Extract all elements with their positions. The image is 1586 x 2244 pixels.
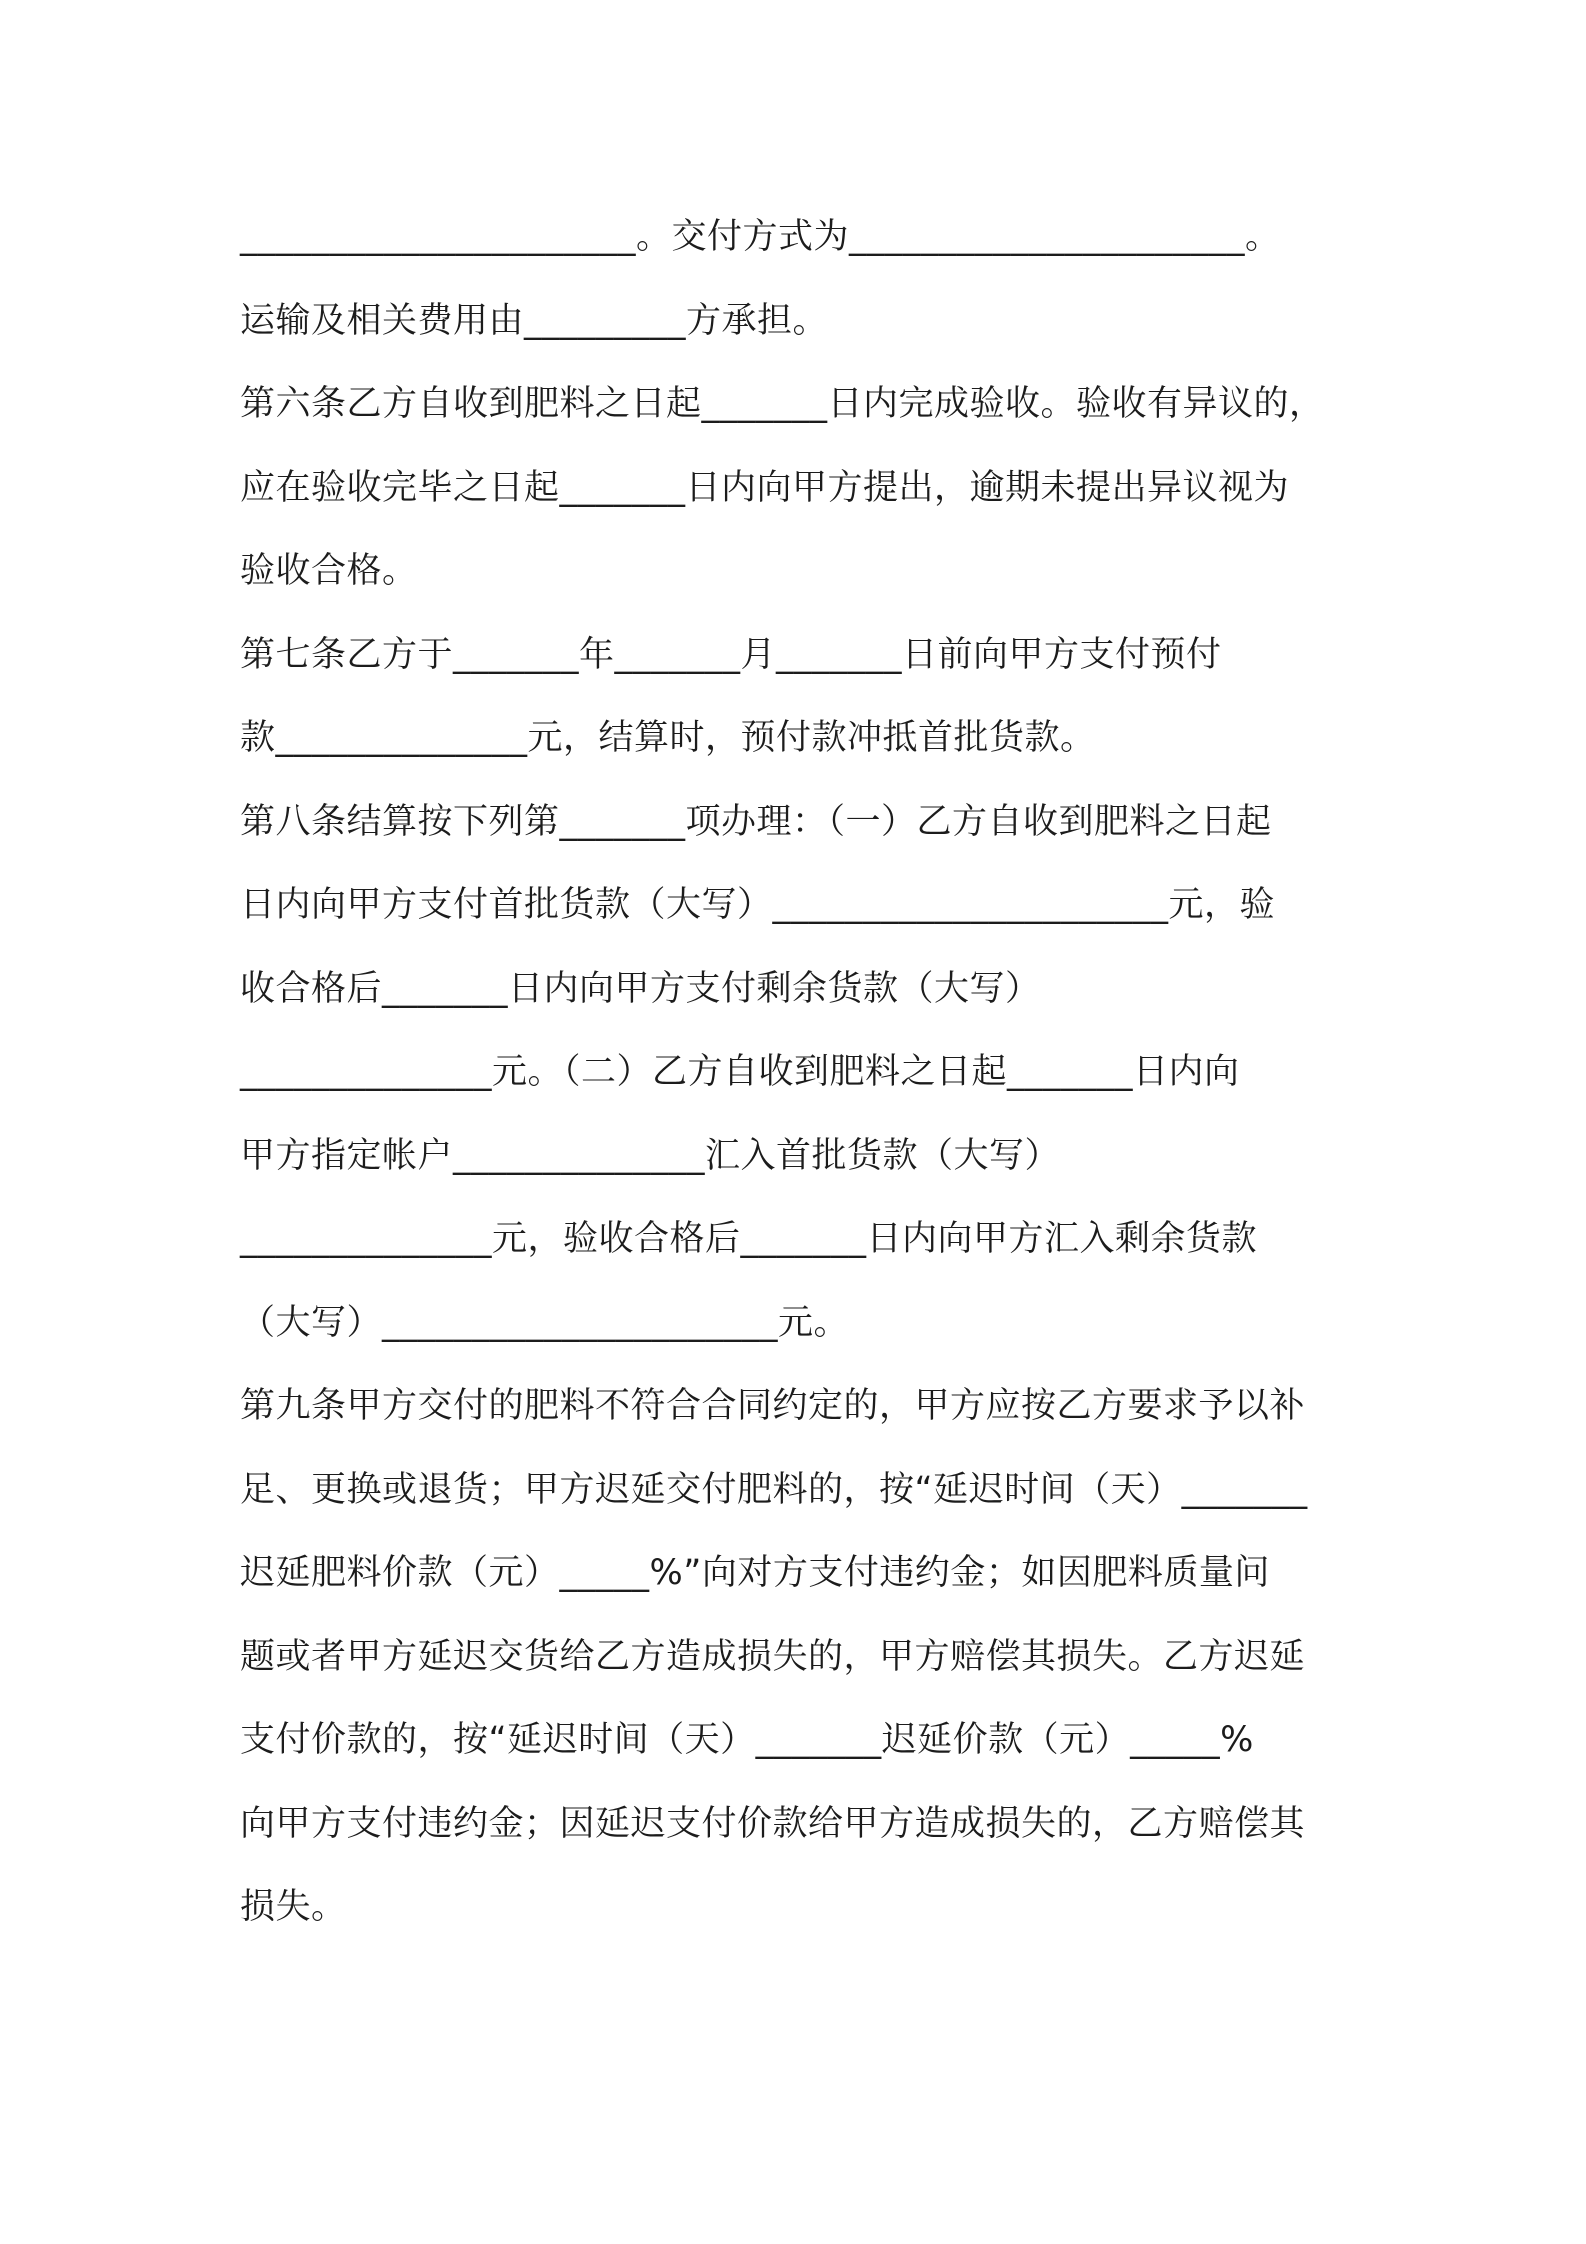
text-line: 支付价款的，按“延迟时间（天）_______迟延价款（元）_____%: [240, 1720, 1254, 1760]
text-line: ______________________。交付方式为______________________。: [240, 217, 1281, 257]
text-line: 应在验收完毕之日起_______日内向甲方提出，逾期未提出异议视为: [240, 467, 1290, 508]
text-line: 运输及相关费用由_________方承担。: [240, 300, 829, 341]
text-line: 题或者甲方延迟交货给乙方造成损失的，甲方赔偿其损失。乙方迟延: [240, 1636, 1306, 1677]
text-line: 甲方指定帐户______________汇入首批货款（大写）: [240, 1135, 1061, 1176]
contract-text: [240, 196, 1380, 1950]
text-line: 第八条结算按下列第_______项办理：（一）乙方自收到肥料之日起: [240, 801, 1272, 842]
text-line: ______________元，验收合格后_______日内向甲方汇入剩余货款: [240, 1219, 1258, 1259]
text-line: 验收合格。: [240, 551, 418, 591]
text-line: ______________元。（二）乙方自收到肥料之日起_______日内向: [240, 1052, 1240, 1092]
text-line: 款______________元，结算时，预付款冲抵首批货款。: [240, 718, 1096, 758]
text-line: 向甲方支付违约金；因延迟支付价款给甲方造成损失的，乙方赔偿其: [240, 1803, 1306, 1844]
text-line: 第六条乙方自收到肥料之日起_______日内完成验收。验收有异议的，: [240, 384, 1325, 424]
text-line: 日内向甲方支付首批货款（大写）______________________元，验: [240, 885, 1276, 925]
text-line: 损失。: [240, 1887, 347, 1927]
text-line: 收合格后_______日内向甲方支付剩余货款（大写）: [240, 968, 1041, 1009]
text-line: 足、更换或退货；甲方迟延交付肥料的，按“延迟时间（天）_______: [240, 1469, 1308, 1510]
text-line: （大写）______________________元。: [240, 1302, 850, 1343]
text-line: 迟延肥料价款（元）_____%”向对方支付违约金；如因肥料质量问: [240, 1553, 1270, 1593]
text-line: 第九条甲方交付的肥料不符合合同约定的，甲方应按乙方要求予以补: [240, 1386, 1306, 1426]
text-line: 第七条乙方于_______年_______月_______日前向甲方支付预付: [240, 634, 1222, 675]
